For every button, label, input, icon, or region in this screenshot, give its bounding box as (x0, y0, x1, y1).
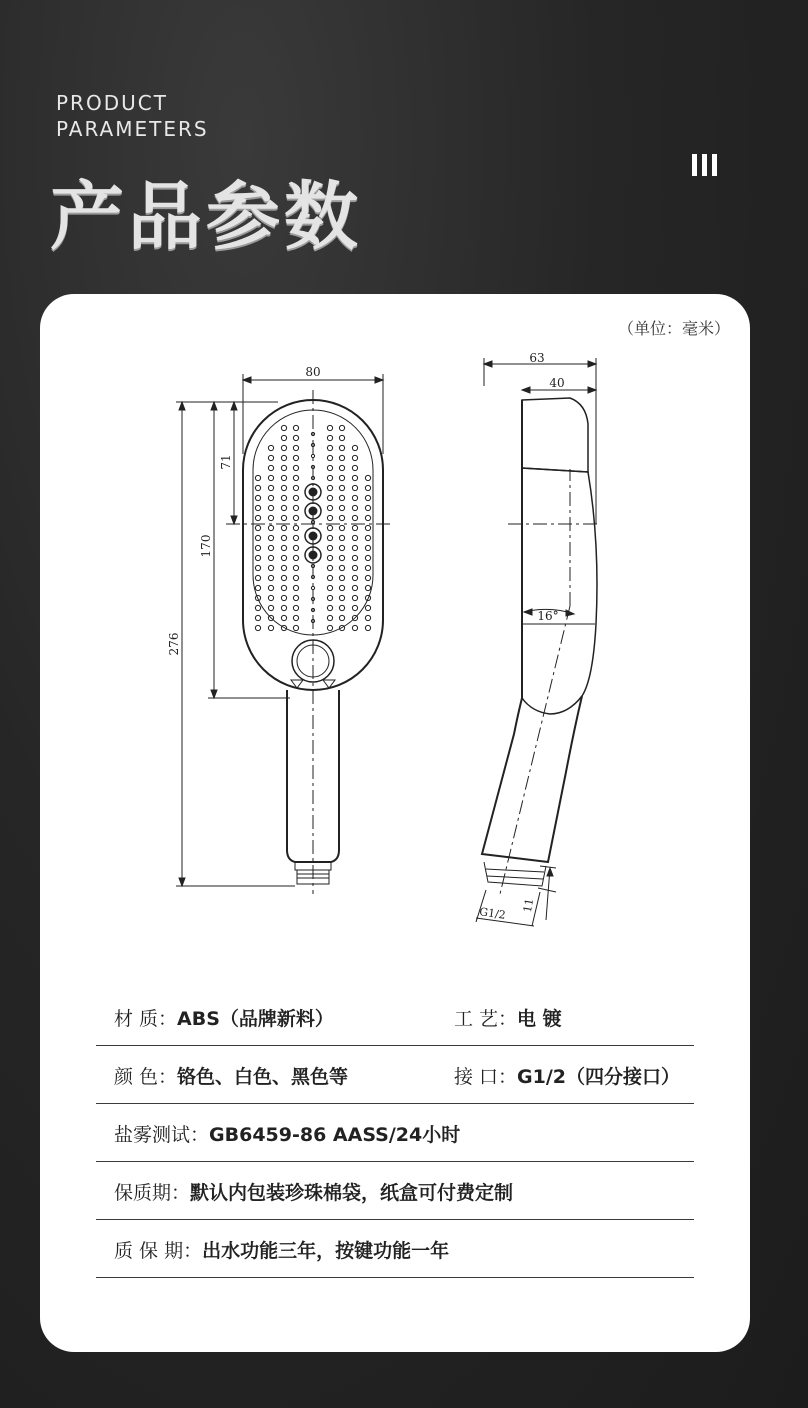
nozzle-dot (352, 525, 357, 530)
spec-value: 默认内包装珍珠棉袋，纸盒可付费定制 (190, 1181, 514, 1204)
spec-row-packaging (96, 1163, 694, 1220)
nozzle-dot (352, 625, 357, 630)
nozzle-dot (281, 485, 286, 490)
nozzle-dot (293, 565, 298, 570)
spec-label: 工 艺： (454, 1007, 518, 1030)
nozzle-dot (365, 535, 370, 540)
eyebrow-line-2: PARAMETERS (56, 117, 209, 141)
nozzle-dot (327, 495, 332, 500)
nozzle-dot (352, 595, 357, 600)
dim-170-label: 170 (199, 534, 213, 558)
nozzle-dot (339, 595, 344, 600)
nozzle-dot (268, 515, 273, 520)
nozzle-dot (365, 545, 370, 550)
spec-row-warranty (96, 1221, 694, 1278)
nozzle-dot (293, 495, 298, 500)
nozzle-dot (268, 595, 273, 600)
dim-depth-63-label: 63 (529, 351, 545, 365)
spec-value: 出水功能三年，按键功能一年 (202, 1239, 450, 1262)
nozzle-dot (281, 605, 286, 610)
nozzle-dot (281, 595, 286, 600)
nozzle-dot (327, 555, 332, 560)
thread-label: G1/2 (478, 905, 507, 922)
nozzle-dot (352, 605, 357, 610)
nozzle-dot (311, 586, 314, 589)
nozzle-dot (281, 425, 286, 430)
nozzle-dot (293, 455, 298, 460)
nozzle-dot (339, 485, 344, 490)
nozzle-dot (339, 605, 344, 610)
spec-label: 接 口： (454, 1065, 518, 1088)
nozzle-dot (293, 575, 298, 580)
nozzle-dot (327, 625, 332, 630)
nozzle-dot (293, 535, 298, 540)
nozzle-dot (365, 585, 370, 590)
nozzle-dot (255, 585, 260, 590)
nozzle-dot (255, 475, 260, 480)
nozzle-dot (339, 505, 344, 510)
nozzle-dot (352, 565, 357, 570)
nozzle-dot (352, 535, 357, 540)
nozzle-dot (352, 475, 357, 480)
nozzle-dot (352, 465, 357, 470)
nozzle-dot (281, 465, 286, 470)
nozzle-dot (365, 485, 370, 490)
nozzle-dot (293, 505, 298, 510)
nozzle-dot (293, 525, 298, 530)
spec-value: ABS（品牌新料） (177, 1007, 334, 1030)
nozzle-dot (281, 505, 286, 510)
nozzle-dot (365, 615, 370, 620)
nozzle-dot (255, 615, 260, 620)
technical-drawing (40, 294, 750, 954)
nozzle-dot (268, 605, 273, 610)
nozzle-dot (281, 495, 286, 500)
nozzle-dot (293, 475, 298, 480)
nozzle-dot (268, 465, 273, 470)
nozzle-dot (255, 575, 260, 580)
nozzle-dot (281, 565, 286, 570)
nozzle-dot (339, 555, 344, 560)
nozzle-dot (327, 475, 332, 480)
nozzle-dot (327, 615, 332, 620)
nozzle-dot (352, 575, 357, 580)
nozzle-dot (339, 615, 344, 620)
nozzle-dot (281, 555, 286, 560)
spec-value: G1/2（四分接口） (517, 1065, 681, 1088)
nozzle-dot (352, 515, 357, 520)
nozzle-dot (268, 585, 273, 590)
nozzle-dot (352, 545, 357, 550)
dim-11-label: 11 (520, 897, 537, 914)
nozzle-dot (327, 595, 332, 600)
nozzle-dot (327, 575, 332, 580)
spec-value: 电 镀 (517, 1007, 562, 1030)
nozzle-dot (255, 535, 260, 540)
unit-note: （单位：毫米） (617, 319, 730, 338)
nozzle-dot (327, 525, 332, 530)
nozzle-dot (281, 435, 286, 440)
nozzle-dot (339, 465, 344, 470)
nozzle-dot (352, 445, 357, 450)
nozzle-dot (255, 515, 260, 520)
spec-value: 铬色、白色、黑色等 (177, 1065, 349, 1088)
nozzle-dot (365, 495, 370, 500)
nozzle-dot (255, 495, 260, 500)
nozzle-dot (268, 525, 273, 530)
nozzle-dot (365, 565, 370, 570)
nozzle-dot (293, 615, 298, 620)
nozzle-dot (339, 475, 344, 480)
nozzle-dot (281, 585, 286, 590)
spec-value: GB6459-86 AASS/24小时 (209, 1123, 461, 1146)
nozzle-dot (268, 475, 273, 480)
nozzle-dot (293, 625, 298, 630)
nozzle-dot (281, 445, 286, 450)
nozzle-dot (339, 535, 344, 540)
nozzle-dot (339, 525, 344, 530)
nozzle-dot (352, 455, 357, 460)
nozzle-dot (268, 455, 273, 460)
spec-label: 保质期： (114, 1181, 191, 1204)
spec-label: 质 保 期： (114, 1239, 203, 1262)
nozzle-dot (339, 495, 344, 500)
dim-width-label: 80 (305, 365, 321, 379)
nozzle-dot (365, 555, 370, 560)
nozzle-dot (255, 625, 260, 630)
nozzle-dot (339, 585, 344, 590)
dim-depth-40-label: 40 (549, 376, 565, 390)
spec-label: 颜 色： (114, 1065, 178, 1088)
nozzle-dot (327, 485, 332, 490)
spec-row-salt-spray (96, 1105, 694, 1162)
nozzle-dot (327, 545, 332, 550)
nozzle-dot (327, 515, 332, 520)
nozzle-dot (281, 615, 286, 620)
nozzle-dot (352, 585, 357, 590)
nozzle-dot (268, 555, 273, 560)
nozzle-dot (255, 565, 260, 570)
nozzle-dot (339, 545, 344, 550)
nozzle-dot (365, 475, 370, 480)
nozzle-dot (339, 435, 344, 440)
nozzle-dot (255, 505, 260, 510)
nozzle-dot (293, 435, 298, 440)
nozzle-dot (352, 495, 357, 500)
nozzle-dot (255, 555, 260, 560)
nozzle-dot (339, 515, 344, 520)
nozzle-dot (339, 455, 344, 460)
nozzle-dot (268, 625, 273, 630)
nozzle-dot (365, 525, 370, 530)
nozzle-dot (293, 595, 298, 600)
nozzle-dot (293, 465, 298, 470)
spec-row-color (96, 1047, 694, 1104)
nozzle-dot (281, 535, 286, 540)
nozzle-dot (365, 605, 370, 610)
nozzle-dot (293, 445, 298, 450)
nozzle-dot (268, 575, 273, 580)
nozzle-dot (293, 485, 298, 490)
nozzle-dot (293, 515, 298, 520)
page-title: 产品参数 (50, 174, 362, 260)
nozzle-dot (281, 525, 286, 530)
angle-label: 16° (537, 609, 559, 623)
spec-label: 盐雾测试： (114, 1123, 210, 1146)
nozzle-dot (268, 445, 273, 450)
nozzle-dot (339, 425, 344, 430)
nozzle-dot (293, 425, 298, 430)
nozzle-dot (268, 565, 273, 570)
nozzle-dot (293, 605, 298, 610)
nozzle-dot (293, 555, 298, 560)
nozzle-dot (327, 535, 332, 540)
nozzle-dot (281, 575, 286, 580)
nozzle-dot (268, 545, 273, 550)
nozzle-dot (268, 505, 273, 510)
nozzle-dot (281, 545, 286, 550)
nozzle-dot (339, 565, 344, 570)
nozzle-dot (365, 625, 370, 630)
nozzle-dot (352, 485, 357, 490)
nozzle-dot (339, 445, 344, 450)
spec-row-material (96, 989, 694, 1046)
nozzle-dot (365, 515, 370, 520)
nozzle-dot (255, 485, 260, 490)
nozzle-dot (327, 435, 332, 440)
parameters-card (40, 294, 750, 1352)
nozzle-dot (327, 505, 332, 510)
dim-71-label: 71 (219, 454, 233, 470)
eyebrow-line-1: PRODUCT (56, 91, 168, 115)
nozzle-dot (255, 605, 260, 610)
decorative-bars-icon (692, 154, 720, 178)
nozzle-dot (293, 545, 298, 550)
spec-label: 材 质： (114, 1007, 178, 1030)
nozzle-dot (327, 445, 332, 450)
nozzle-dot (255, 545, 260, 550)
nozzle-dot (281, 515, 286, 520)
nozzle-dot (327, 605, 332, 610)
nozzle-dot (352, 505, 357, 510)
nozzle-dot (281, 475, 286, 480)
nozzle-dot (327, 465, 332, 470)
nozzle-dot (268, 485, 273, 490)
eyebrow-text (56, 90, 209, 142)
nozzle-dot (365, 575, 370, 580)
nozzle-dot (327, 455, 332, 460)
nozzle-dot (255, 525, 260, 530)
nozzle-dot (268, 535, 273, 540)
nozzle-dot (327, 585, 332, 590)
nozzle-dot (365, 505, 370, 510)
nozzle-dot (339, 575, 344, 580)
nozzle-dot (352, 555, 357, 560)
nozzle-dot (293, 585, 298, 590)
nozzle-dot (311, 454, 314, 457)
nozzle-dot (327, 565, 332, 570)
dim-276-label: 276 (167, 632, 181, 656)
nozzle-dot (281, 455, 286, 460)
nozzle-dot (268, 495, 273, 500)
nozzle-dot (327, 425, 332, 430)
